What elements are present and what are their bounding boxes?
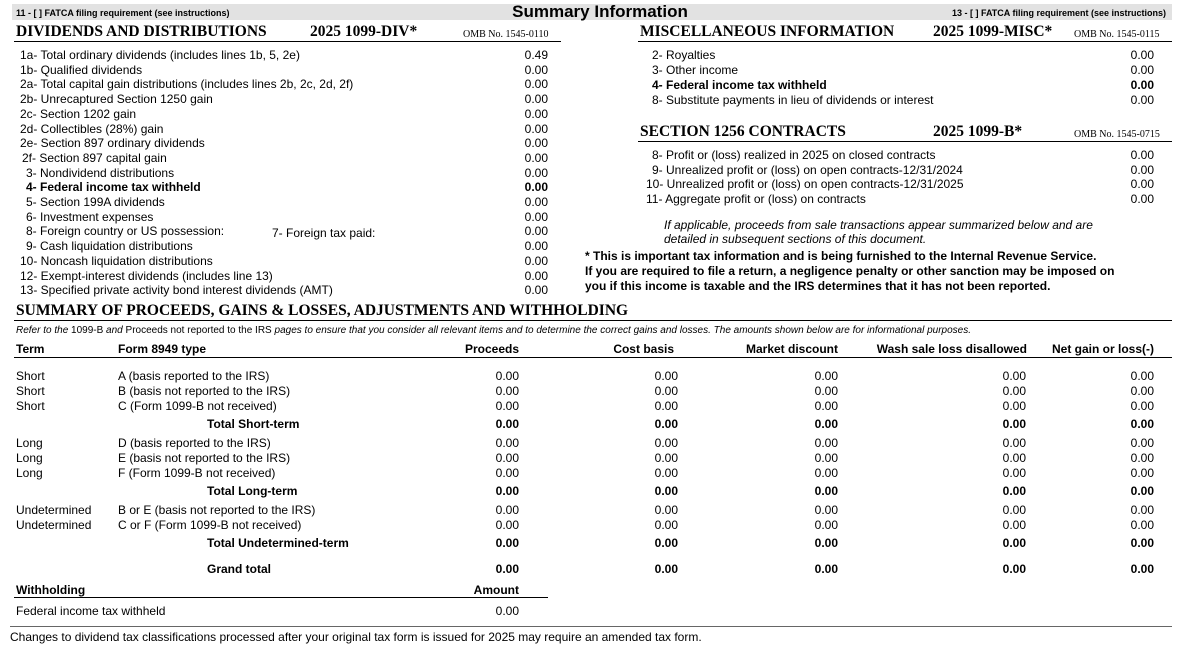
proceeds-amount: 0.00 (814, 451, 838, 465)
div-line-label: 5- Section 199A dividends (26, 195, 165, 209)
proceeds-header-rule (14, 357, 1172, 358)
proceeds-refer-note (16, 325, 971, 336)
proceeds-col-header: Net gain or loss(-) (1051, 342, 1154, 356)
div-line-value: 0.00 (524, 77, 548, 92)
proceeds-form-type: D (basis reported to the IRS) (118, 436, 271, 450)
proceeds-amount: 0.00 (1002, 562, 1026, 576)
div-line-label: 12- Exempt-interest dividends (includes line 13) (20, 268, 273, 283)
div-line-value: 0.00 (524, 136, 548, 151)
div-omb-number: OMB No. 1545-0110 (463, 29, 549, 40)
withholding-row-value: 0.00 (495, 604, 519, 618)
proceeds-amount: 0.00 (1130, 436, 1154, 450)
div-line-label: 3- Nondividend distributions (26, 165, 175, 180)
proceeds-amount: 0.00 (654, 399, 678, 413)
div-line-value: 0.00 (524, 62, 548, 77)
proceeds-amount: 0.00 (495, 562, 519, 576)
refer-text-not-reported: Proceeds not reported to the IRS (125, 325, 272, 336)
proceeds-amount: 0.00 (495, 417, 519, 431)
proceeds-amount: 0.00 (1130, 451, 1154, 465)
proceeds-amount: 0.00 (1002, 484, 1026, 498)
proceeds-amount: 0.00 (495, 536, 519, 550)
div-section-rule (14, 41, 561, 42)
proceeds-amount: 0.00 (654, 484, 678, 498)
s1256-section-rule (638, 141, 1172, 142)
proceeds-amount: 0.00 (1130, 503, 1154, 517)
proceeds-amount: 0.00 (814, 417, 838, 431)
refer-text-2: and (103, 325, 126, 336)
proceeds-form-type: Total Short-term (207, 417, 300, 431)
proceeds-amount: 0.00 (1130, 484, 1154, 498)
proceeds-amount: 0.00 (654, 536, 678, 550)
proceeds-amount: 0.00 (495, 436, 519, 450)
withholding-amount-header: Amount (473, 583, 519, 597)
proceeds-amount: 0.00 (1130, 562, 1154, 576)
div-foreign-tax-label: 7- Foreign tax paid: (272, 226, 376, 240)
proceeds-col-header: Market discount (745, 342, 838, 356)
proceeds-amount: 0.00 (814, 466, 838, 480)
refer-text-1099b: 1099-B (71, 325, 104, 336)
s1256-line-label: 9- Unrealized profit or (loss) on open contracts-12/31/2024 (652, 162, 963, 177)
misc-line-label: 3- Other income (652, 63, 739, 77)
div-line-label: 10- Noncash liquidation distributions (20, 253, 213, 268)
s1256-line-value: 0.00 (1130, 191, 1154, 206)
proceeds-amount: 0.00 (495, 369, 519, 383)
proceeds-amount: 0.00 (654, 451, 678, 465)
withholding-row-label: Federal income tax withheld (16, 604, 166, 618)
proceeds-amount: 0.00 (1130, 369, 1154, 383)
note-bold-line1: * This is important tax information and is being furnished to the Internal Revenue Service. (585, 249, 1097, 263)
misc-section-title: MISCELLANEOUS INFORMATION (640, 23, 895, 40)
proceeds-amount: 0.00 (495, 466, 519, 480)
div-line-value: 0.00 (524, 209, 548, 224)
misc-line-label: 8- Substitute payments in lieu of dividends or interest (652, 93, 934, 107)
div-line-label: 2b- Unrecaptured Section 1250 gain (20, 92, 213, 107)
div-line-value: 0.49 (524, 48, 548, 62)
div-line-value: 0.00 (524, 180, 548, 195)
proceeds-term: Undetermined (16, 518, 92, 532)
proceeds-section-rule (14, 320, 1172, 321)
proceeds-amount: 0.00 (495, 503, 519, 517)
proceeds-term: Long (16, 466, 43, 480)
proceeds-amount: 0.00 (495, 484, 519, 498)
proceeds-amount: 0.00 (1002, 436, 1026, 450)
s1256-omb-number: OMB No. 1545-0715 (1074, 129, 1160, 140)
proceeds-amount: 0.00 (814, 484, 838, 498)
div-line-label: 8- Foreign country or US possession: (26, 224, 225, 239)
s1256-line-value: 0.00 (1130, 148, 1154, 162)
proceeds-term: Undetermined (16, 503, 92, 517)
proceeds-term: Short (16, 399, 45, 413)
footer-note: Changes to dividend tax classifications processed after your original tax form is issued for 2025 may require an amended tax form. (10, 630, 702, 644)
div-line-label: 13- Specified private activity bond interest dividends (AMT) (20, 283, 333, 298)
proceeds-amount: 0.00 (1130, 518, 1154, 532)
proceeds-amount: 0.00 (495, 384, 519, 398)
misc-omb-number: OMB No. 1545-0115 (1074, 29, 1160, 40)
div-form-name: 2025 1099-DIV* (310, 23, 418, 40)
proceeds-amount: 0.00 (814, 436, 838, 450)
proceeds-amount: 0.00 (654, 466, 678, 480)
proceeds-section-title: SUMMARY OF PROCEEDS, GAINS & LOSSES, ADJUSTMENTS AND WITHHOLDING (16, 302, 629, 319)
proceeds-amount: 0.00 (814, 369, 838, 383)
div-line-value: 0.00 (524, 224, 548, 239)
proceeds-term: Long (16, 436, 43, 450)
s1256-section-title: SECTION 1256 CONTRACTS (640, 123, 846, 140)
proceeds-amount: 0.00 (1002, 518, 1026, 532)
proceeds-amount: 0.00 (1130, 384, 1154, 398)
div-line-value: 0.00 (524, 283, 548, 298)
div-line-label: 2f- Section 897 capital gain (22, 150, 167, 165)
misc-line-value: 0.00 (1130, 63, 1154, 77)
proceeds-amount: 0.00 (814, 384, 838, 398)
proceeds-amount: 0.00 (654, 436, 678, 450)
note-bold-line3: you if this income is taxable and the IRS determines that it has not been reported. (585, 279, 1051, 293)
proceeds-amount: 0.00 (654, 369, 678, 383)
proceeds-amount: 0.00 (1002, 466, 1026, 480)
note-italic-line1: If applicable, proceeds from sale transactions appear summarized below and are (664, 218, 1093, 232)
div-line-label: 4- Federal income tax withheld (26, 180, 201, 195)
proceeds-form-type: A (basis reported to the IRS) (118, 369, 270, 383)
proceeds-col-header: Wash sale loss disallowed (876, 342, 1027, 356)
proceeds-amount: 0.00 (495, 399, 519, 413)
refer-text-3: pages to ensure that you consider all relevant items and to determine the correct gains and losses. The amounts shown below are for informational purposes. (271, 325, 972, 336)
misc-line-value: 0.00 (1130, 93, 1154, 107)
proceeds-amount: 0.00 (814, 562, 838, 576)
div-line-label: 1b- Qualified dividends (20, 62, 143, 77)
s1256-line-value: 0.00 (1130, 177, 1154, 191)
s1256-form-name: 2025 1099-B* (933, 123, 1023, 140)
fatca-right-checkbox-label: 13 - [ ] FATCA filing requirement (see instructions) (951, 8, 1166, 18)
fatca-left-checkbox-label: 11 - [ ] FATCA filing requirement (see instructions) (16, 8, 230, 18)
proceeds-form-type: E (basis not reported to the IRS) (118, 451, 291, 465)
misc-form-name: 2025 1099-MISC* (933, 23, 1053, 40)
proceeds-amount: 0.00 (814, 503, 838, 517)
s1256-line-label: 8- Profit or (loss) realized in 2025 on closed contracts (652, 148, 936, 162)
proceeds-amount: 0.00 (1002, 536, 1026, 550)
proceeds-form-type: C (Form 1099-B not received) (118, 399, 277, 413)
div-line-label: 6- Investment expenses (26, 209, 154, 224)
proceeds-form-type: Total Undetermined-term (207, 536, 349, 550)
proceeds-amount: 0.00 (495, 518, 519, 532)
s1256-line-value: 0.00 (1130, 162, 1154, 177)
div-line-value: 0.00 (524, 92, 548, 107)
misc-line-label: 4- Federal income tax withheld (652, 78, 827, 92)
proceeds-amount: 0.00 (1002, 399, 1026, 413)
proceeds-amount: 0.00 (654, 562, 678, 576)
proceeds-amount: 0.00 (495, 451, 519, 465)
misc-line-value: 0.00 (1130, 48, 1154, 62)
div-line-value: 0.00 (524, 268, 548, 283)
misc-section-rule (638, 41, 1172, 42)
div-line-label: 2c- Section 1202 gain (20, 106, 137, 121)
footer-rule (10, 626, 1172, 627)
div-line-label: 2d- Collectibles (28%) gain (20, 121, 164, 136)
proceeds-amount: 0.00 (654, 503, 678, 517)
proceeds-amount: 0.00 (654, 518, 678, 532)
note-italic-line2: detailed in subsequent sections of this document. (664, 232, 927, 246)
proceeds-amount: 0.00 (1130, 536, 1154, 550)
div-line-value: 0.00 (524, 253, 548, 268)
proceeds-form-type: B or E (basis not reported to the IRS) (118, 503, 316, 517)
div-line-value: 0.00 (524, 121, 548, 136)
proceeds-form-type: C or F (Form 1099-B not received) (118, 518, 302, 532)
proceeds-form-type: Total Long-term (207, 484, 298, 498)
proceeds-amount: 0.00 (1130, 466, 1154, 480)
proceeds-form-type: B (basis not reported to the IRS) (118, 384, 291, 398)
proceeds-col-header: Term (16, 342, 45, 356)
s1256-line-label: 10- Unrealized profit or (loss) on open contracts-12/31/2025 (646, 177, 964, 191)
proceeds-col-header: Proceeds (464, 342, 519, 356)
proceeds-amount: 0.00 (814, 518, 838, 532)
proceeds-amount: 0.00 (1002, 451, 1026, 465)
proceeds-amount: 0.00 (814, 399, 838, 413)
div-line-value: 0.00 (524, 106, 548, 121)
proceeds-col-header: Cost basis (613, 342, 674, 356)
proceeds-term: Short (16, 384, 45, 398)
div-section-title: DIVIDENDS AND DISTRIBUTIONS (16, 23, 267, 40)
div-line-label: 1a- Total ordinary dividends (includes lines 1b, 5, 2e) (20, 48, 300, 62)
proceeds-amount: 0.00 (814, 536, 838, 550)
div-line-value: 0.00 (524, 239, 548, 254)
proceeds-amount: 0.00 (1130, 399, 1154, 413)
withholding-header: Withholding (16, 583, 86, 597)
misc-line-label: 2- Royalties (652, 48, 716, 62)
proceeds-amount: 0.00 (654, 417, 678, 431)
proceeds-amount: 0.00 (654, 384, 678, 398)
misc-line-value: 0.00 (1130, 78, 1154, 92)
div-line-value: 0.00 (524, 165, 548, 180)
proceeds-col-header: Form 8949 type (118, 342, 207, 356)
note-bold-line2: If you are required to file a return, a negligence penalty or other sanction may be imposed on (585, 264, 1115, 278)
div-line-value: 0.00 (524, 195, 548, 209)
proceeds-form-type: Grand total (207, 562, 272, 576)
refer-text-1: Refer to the (16, 325, 72, 336)
proceeds-amount: 0.00 (1002, 503, 1026, 517)
proceeds-amount: 0.00 (1130, 417, 1154, 431)
proceeds-amount: 0.00 (1002, 417, 1026, 431)
proceeds-amount: 0.00 (1002, 369, 1026, 383)
proceeds-term: Short (16, 369, 45, 383)
page-title: Summary Information (512, 2, 688, 21)
proceeds-form-type: F (Form 1099-B not received) (118, 466, 276, 480)
div-line-label: 2e- Section 897 ordinary dividends (20, 136, 205, 151)
withholding-rule (14, 597, 548, 598)
div-line-value: 0.00 (524, 150, 548, 165)
proceeds-term: Long (16, 451, 43, 465)
div-line-label: 2a- Total capital gain distributions (includes lines 2b, 2c, 2d, 2f) (20, 77, 354, 92)
s1256-line-label: 11- Aggregate profit or (loss) on contracts (646, 191, 866, 206)
div-line-label: 9- Cash liquidation distributions (26, 239, 193, 254)
proceeds-amount: 0.00 (1002, 384, 1026, 398)
